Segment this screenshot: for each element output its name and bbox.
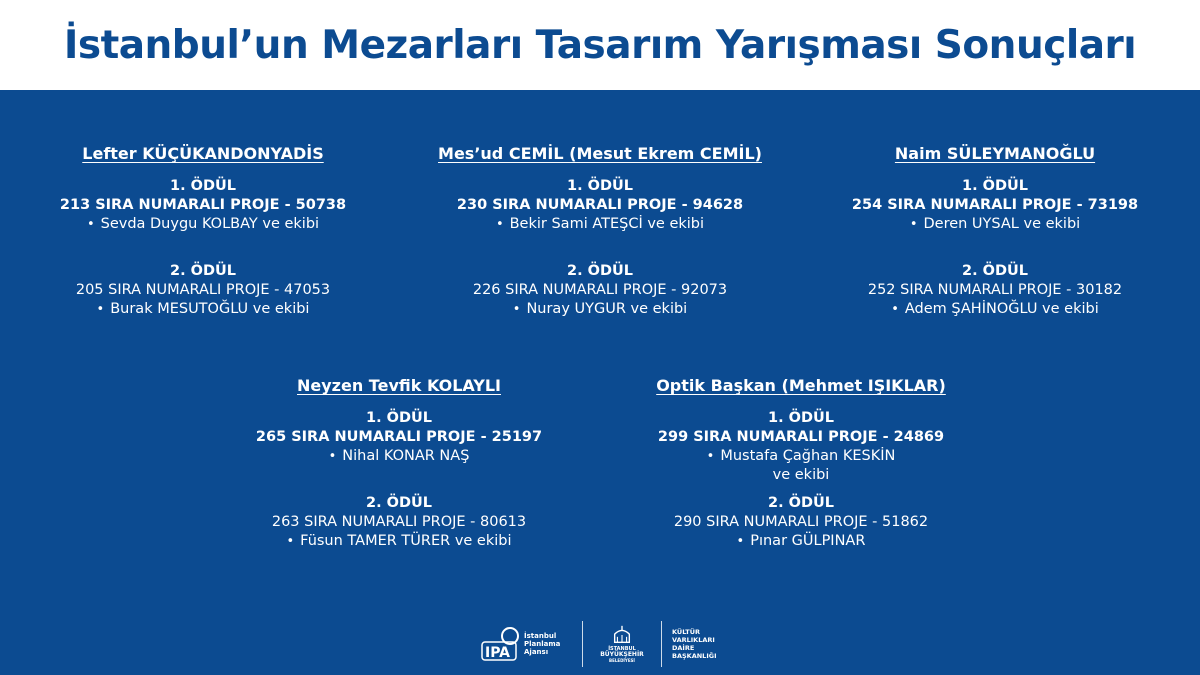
page-title: İstanbul’un Mezarları Tasarım Yarışması Sonuçları xyxy=(63,22,1137,68)
winner-name: Nuray UYGUR ve ekibi xyxy=(526,301,688,317)
ipa-logo-text: İstanbul Planlama Ajansı xyxy=(524,632,561,656)
award-title: 2. ÖDÜL xyxy=(767,495,835,511)
group-name: Mes’ud CEMİL (Mesut Ekrem CEMİL) xyxy=(438,144,762,163)
winner xyxy=(219,532,579,551)
group-name: Optik Başkan (Mehmet IŞIKLAR) xyxy=(656,376,946,395)
group-optik xyxy=(621,376,981,579)
winner xyxy=(815,300,1175,319)
group-name: Naim SÜLEYMANOĞLU xyxy=(894,144,1096,163)
bullet-icon: • xyxy=(328,449,337,464)
winner-name: Deren UYSAL ve ekibi xyxy=(923,216,1081,232)
bullet-icon: • xyxy=(86,217,95,232)
ibb-emblem-icon xyxy=(611,624,633,646)
award-title: 2. ÖDÜL xyxy=(169,263,237,279)
project-code: 213 SIRA NUMARALI PROJE - 50738 xyxy=(59,197,347,213)
award-title: 1. ÖDÜL xyxy=(365,410,433,426)
project-code: 226 SIRA NUMARALI PROJE - 92073 xyxy=(472,282,728,298)
bullet-icon: • xyxy=(512,302,521,317)
award-second xyxy=(815,262,1175,319)
group-naim xyxy=(815,144,1175,347)
results-panel xyxy=(0,90,1200,675)
award-first xyxy=(815,177,1175,234)
ipa-logo-letters: IPA xyxy=(485,645,511,661)
project-code: 230 SIRA NUMARALI PROJE - 94628 xyxy=(456,197,744,213)
project-code: 290 SIRA NUMARALI PROJE - 51862 xyxy=(673,514,929,530)
award-first xyxy=(621,409,981,485)
winner xyxy=(219,447,579,466)
winner-name: Mustafa Çağhan KESKİN xyxy=(720,448,896,464)
winner xyxy=(621,532,981,551)
winner-name: Nihal KONAR NAŞ xyxy=(342,448,470,464)
bullet-icon: • xyxy=(736,534,745,549)
ipa-logo-icon xyxy=(480,624,522,664)
group-name: Neyzen Tevfik KOLAYLI xyxy=(297,376,501,395)
award-title: 1. ÖDÜL xyxy=(169,178,237,194)
winner xyxy=(815,215,1175,234)
ibb-logo xyxy=(593,624,651,664)
award-title: 1. ÖDÜL xyxy=(566,178,634,194)
bullet-icon: • xyxy=(286,534,295,549)
award-title: 1. ÖDÜL xyxy=(767,410,835,426)
group-neyzen xyxy=(219,376,579,579)
logo-divider xyxy=(582,621,583,667)
logo-divider xyxy=(661,621,662,667)
project-code: 252 SIRA NUMARALI PROJE - 30182 xyxy=(867,282,1123,298)
winner xyxy=(23,215,383,234)
award-second xyxy=(621,494,981,551)
winner-name: Sevda Duygu KOLBAY ve ekibi xyxy=(100,216,320,232)
project-code: 265 SIRA NUMARALI PROJE - 25197 xyxy=(255,429,543,445)
award-title: 1. ÖDÜL xyxy=(961,178,1029,194)
winner-name: Bekir Sami ATEŞCİ ve ekibi xyxy=(509,216,705,232)
award-second xyxy=(219,494,579,551)
winner xyxy=(23,300,383,319)
award-second xyxy=(420,262,780,319)
award-second xyxy=(23,262,383,319)
award-title: 2. ÖDÜL xyxy=(566,263,634,279)
kvdb-logo: KÜLTÜR VARLIKLARI DAİRE BAŞKANLIĞI xyxy=(672,628,717,660)
bullet-icon: • xyxy=(909,217,918,232)
project-code: 205 SIRA NUMARALI PROJE - 47053 xyxy=(75,282,331,298)
winner xyxy=(420,300,780,319)
project-code: 254 SIRA NUMARALI PROJE - 73198 xyxy=(851,197,1139,213)
footer-logos xyxy=(480,618,742,670)
bullet-icon: • xyxy=(96,302,105,317)
winner-continued: ve ekibi xyxy=(772,467,830,483)
winner xyxy=(621,447,981,466)
group-lefter xyxy=(23,144,383,347)
winner-name: Burak MESUTOĞLU ve ekibi xyxy=(110,301,310,317)
project-code: 299 SIRA NUMARALI PROJE - 24869 xyxy=(657,429,945,445)
header xyxy=(0,0,1200,90)
winner-name: Adem ŞAHİNOĞLU ve ekibi xyxy=(904,301,1099,317)
ipa-logo xyxy=(480,624,572,664)
ibb-logo-text: İSTANBUL BÜYÜKŞEHİR BELEDİYESİ xyxy=(600,646,644,663)
award-first xyxy=(420,177,780,234)
award-first xyxy=(219,409,579,466)
award-title: 2. ÖDÜL xyxy=(365,495,433,511)
group-name: Lefter KÜÇÜKANDONYADİS xyxy=(82,144,324,163)
bullet-icon: • xyxy=(706,449,715,464)
award-first xyxy=(23,177,383,234)
group-mesud xyxy=(420,144,780,347)
winner xyxy=(420,215,780,234)
bullet-icon: • xyxy=(495,217,504,232)
award-title: 2. ÖDÜL xyxy=(961,263,1029,279)
project-code: 263 SIRA NUMARALI PROJE - 80613 xyxy=(271,514,527,530)
winner-name: Füsun TAMER TÜRER ve ekibi xyxy=(300,533,512,549)
bullet-icon: • xyxy=(891,302,899,317)
winner-name: Pınar GÜLPINAR xyxy=(750,533,866,549)
